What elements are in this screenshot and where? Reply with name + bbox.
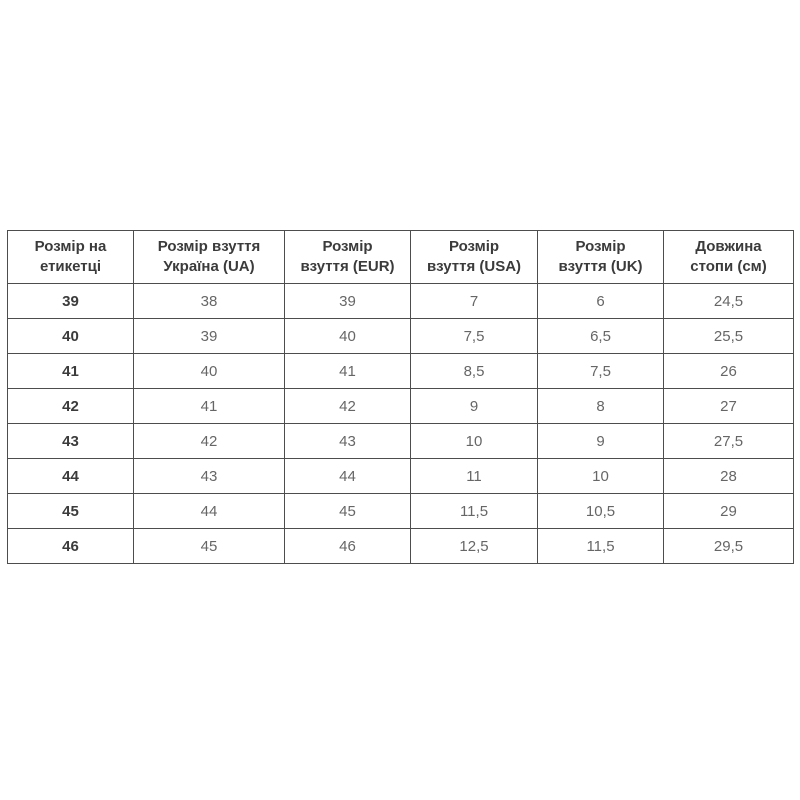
header-row — [8, 231, 794, 284]
table-cell: 24,5 — [664, 284, 794, 319]
table-cell: 6,5 — [538, 319, 664, 354]
header-cell-4 — [538, 231, 664, 284]
shoe-size-conversion-table — [7, 230, 794, 564]
table-cell: 46 — [285, 529, 411, 564]
header-line: Україна (UA) — [163, 258, 255, 275]
table-cell: 41 — [285, 354, 411, 389]
table-cell: 42 — [285, 389, 411, 424]
table-cell: 39 — [134, 319, 285, 354]
header-line: етикетці — [39, 258, 102, 275]
header-line: взуття (EUR) — [300, 258, 395, 275]
header-line: Розмір — [322, 238, 373, 255]
table-cell: 25,5 — [664, 319, 794, 354]
header-line: взуття (UK) — [558, 258, 643, 275]
label-size-cell: 41 — [8, 354, 134, 389]
table-cell: 38 — [134, 284, 285, 319]
header-line: стопи (см) — [690, 258, 767, 275]
table-cell: 43 — [134, 459, 285, 494]
header-line: взуття (USA) — [426, 258, 522, 275]
table-cell: 44 — [134, 494, 285, 529]
table-cell: 7,5 — [411, 319, 538, 354]
header-line: Довжина — [695, 238, 762, 255]
table-row — [8, 389, 794, 424]
table-cell: 40 — [285, 319, 411, 354]
table-cell: 11 — [411, 459, 538, 494]
label-size-cell: 42 — [8, 389, 134, 424]
table-row — [8, 529, 794, 564]
header-line: Розмір взуття — [157, 238, 261, 255]
label-size-cell: 45 — [8, 494, 134, 529]
table-cell: 45 — [285, 494, 411, 529]
table-cell: 10 — [538, 459, 664, 494]
label-size-cell: 40 — [8, 319, 134, 354]
header-cell-5 — [664, 231, 794, 284]
label-size-cell: 46 — [8, 529, 134, 564]
header-cell-3 — [411, 231, 538, 284]
table-row — [8, 459, 794, 494]
table-cell: 27,5 — [664, 424, 794, 459]
label-size-cell: 43 — [8, 424, 134, 459]
header-cell-1 — [134, 231, 285, 284]
table-cell: 41 — [134, 389, 285, 424]
table-body — [8, 284, 794, 564]
label-size-cell: 44 — [8, 459, 134, 494]
table-cell: 7,5 — [538, 354, 664, 389]
table-cell: 40 — [134, 354, 285, 389]
table-row — [8, 354, 794, 389]
table-row — [8, 424, 794, 459]
table-cell: 8 — [538, 389, 664, 424]
header-line: Розмір — [575, 238, 626, 255]
table-cell: 27 — [664, 389, 794, 424]
table-row — [8, 284, 794, 319]
table-row — [8, 319, 794, 354]
table-cell: 10 — [411, 424, 538, 459]
table-cell: 11,5 — [411, 494, 538, 529]
header-line: Розмір на — [34, 238, 107, 255]
table-header — [8, 231, 794, 284]
table-cell: 39 — [285, 284, 411, 319]
table-cell: 26 — [664, 354, 794, 389]
table-cell: 6 — [538, 284, 664, 319]
table-cell: 12,5 — [411, 529, 538, 564]
table-cell: 44 — [285, 459, 411, 494]
table-cell: 9 — [538, 424, 664, 459]
header-cell-0 — [8, 231, 134, 284]
table-cell: 9 — [411, 389, 538, 424]
table-cell: 28 — [664, 459, 794, 494]
table-cell: 10,5 — [538, 494, 664, 529]
table-cell: 43 — [285, 424, 411, 459]
table-cell: 29 — [664, 494, 794, 529]
table-row — [8, 494, 794, 529]
table-cell: 11,5 — [538, 529, 664, 564]
table-cell: 42 — [134, 424, 285, 459]
table-cell: 45 — [134, 529, 285, 564]
table-cell: 7 — [411, 284, 538, 319]
table-cell: 8,5 — [411, 354, 538, 389]
header-cell-2 — [285, 231, 411, 284]
table-cell: 29,5 — [664, 529, 794, 564]
header-line: Розмір — [448, 238, 500, 255]
label-size-cell: 39 — [8, 284, 134, 319]
